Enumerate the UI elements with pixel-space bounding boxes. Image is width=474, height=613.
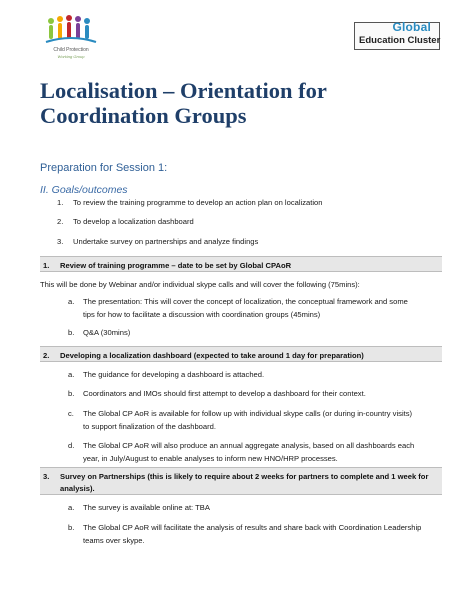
list-item [68, 295, 442, 321]
logo-global-text: Global [392, 20, 431, 34]
section-heading-bar [40, 346, 442, 362]
goal-item [57, 215, 437, 228]
title-line-2: Coordination Groups [40, 103, 247, 128]
list-item [68, 387, 442, 400]
list-item [68, 501, 442, 514]
section-heading-line-2: analysis). [60, 484, 95, 493]
item-marker: d. [68, 441, 75, 450]
item-text-line-2: teams over skype. [83, 536, 145, 545]
goal-item [57, 235, 437, 248]
goal-item [57, 196, 437, 209]
list-item [68, 326, 442, 339]
item-text-line-1: The guidance for developing a dashboard is attached. [83, 370, 265, 379]
item-marker: b. [68, 523, 75, 532]
list-item [68, 368, 442, 381]
item-text-line-1: The survey is available online at: TBA [83, 503, 210, 512]
item-text-line-1: Coordinators and IMOs should first attempt to develop a dashboard for their context. [83, 389, 366, 398]
goal-number: 1. [57, 198, 64, 207]
child-protection-logo [40, 14, 102, 64]
item-text-line-1: Q&A (30mins) [83, 328, 131, 337]
item-text-line-2: tips for how to facilitate a discussion with coordination groups (45mins) [83, 310, 321, 319]
item-marker: a. [68, 297, 75, 306]
goal-text: To review the training programme to develop an action plan on localization [73, 198, 323, 207]
section-heading-line-1: Survey on Partnerships (this is likely to require about 2 weeks for partners to complete and 1 week for [60, 472, 429, 481]
item-text-line-2: to support finalization of the dashboard. [83, 422, 216, 431]
section-heading-bar [40, 467, 442, 495]
item-marker: b. [68, 328, 75, 337]
logo-caption: Child Protection [53, 47, 89, 53]
document-title [40, 78, 440, 128]
list-item [68, 521, 442, 547]
global-education-cluster-logo [354, 22, 440, 50]
item-text-line-1: The Global CP AoR is available for follow up with individual skype calls (or during in-country visits) [83, 409, 413, 418]
title-line-1: Localisation – Orientation for [40, 78, 327, 103]
item-text-line-1: The Global CP AoR will also produce an annual aggregate analysis, based on all dashboards each [83, 441, 415, 450]
preparation-heading: Preparation for Session 1: [40, 162, 168, 174]
item-marker: c. [68, 409, 74, 418]
goals-heading: II. Goals/outcomes [40, 184, 128, 196]
section-heading: Review of training programme – date to be set by Global CPAoR [60, 261, 292, 270]
section-heading-bar [40, 256, 442, 272]
goal-number: 3. [57, 237, 64, 246]
item-text-line-2: year, in July/August to enable analyses to inform new HNO/HRP processes. [83, 454, 338, 463]
goal-number: 2. [57, 217, 64, 226]
item-text-line-1: The presentation: This will cover the concept of localization, the conceptual framework and some [83, 297, 408, 306]
logo-cluster-text: Education Cluster [359, 35, 441, 46]
item-marker: a. [68, 370, 75, 379]
item-text-line-1: The Global CP AoR will facilitate the analysis of results and share back with Coordination Leadership [83, 523, 422, 532]
item-marker: a. [68, 503, 75, 512]
goal-text: Undertake survey on partnerships and analyze findings [73, 237, 259, 246]
section-number: 1. [43, 261, 50, 270]
list-item [68, 407, 442, 433]
list-item [68, 439, 442, 465]
section-intro: This will be done by Webinar and/or individual skype calls and will cover the following (75mins): [40, 280, 360, 289]
section-number: 3. [43, 472, 50, 481]
section-number: 2. [43, 351, 50, 360]
logo-tagline: Working Group [57, 54, 85, 59]
people-figures-icon [40, 14, 102, 48]
section-heading [60, 471, 436, 495]
section-heading: Developing a localization dashboard (expected to take around 1 day for preparation) [60, 351, 364, 360]
goal-text: To develop a localization dashboard [73, 217, 194, 226]
item-marker: b. [68, 389, 75, 398]
